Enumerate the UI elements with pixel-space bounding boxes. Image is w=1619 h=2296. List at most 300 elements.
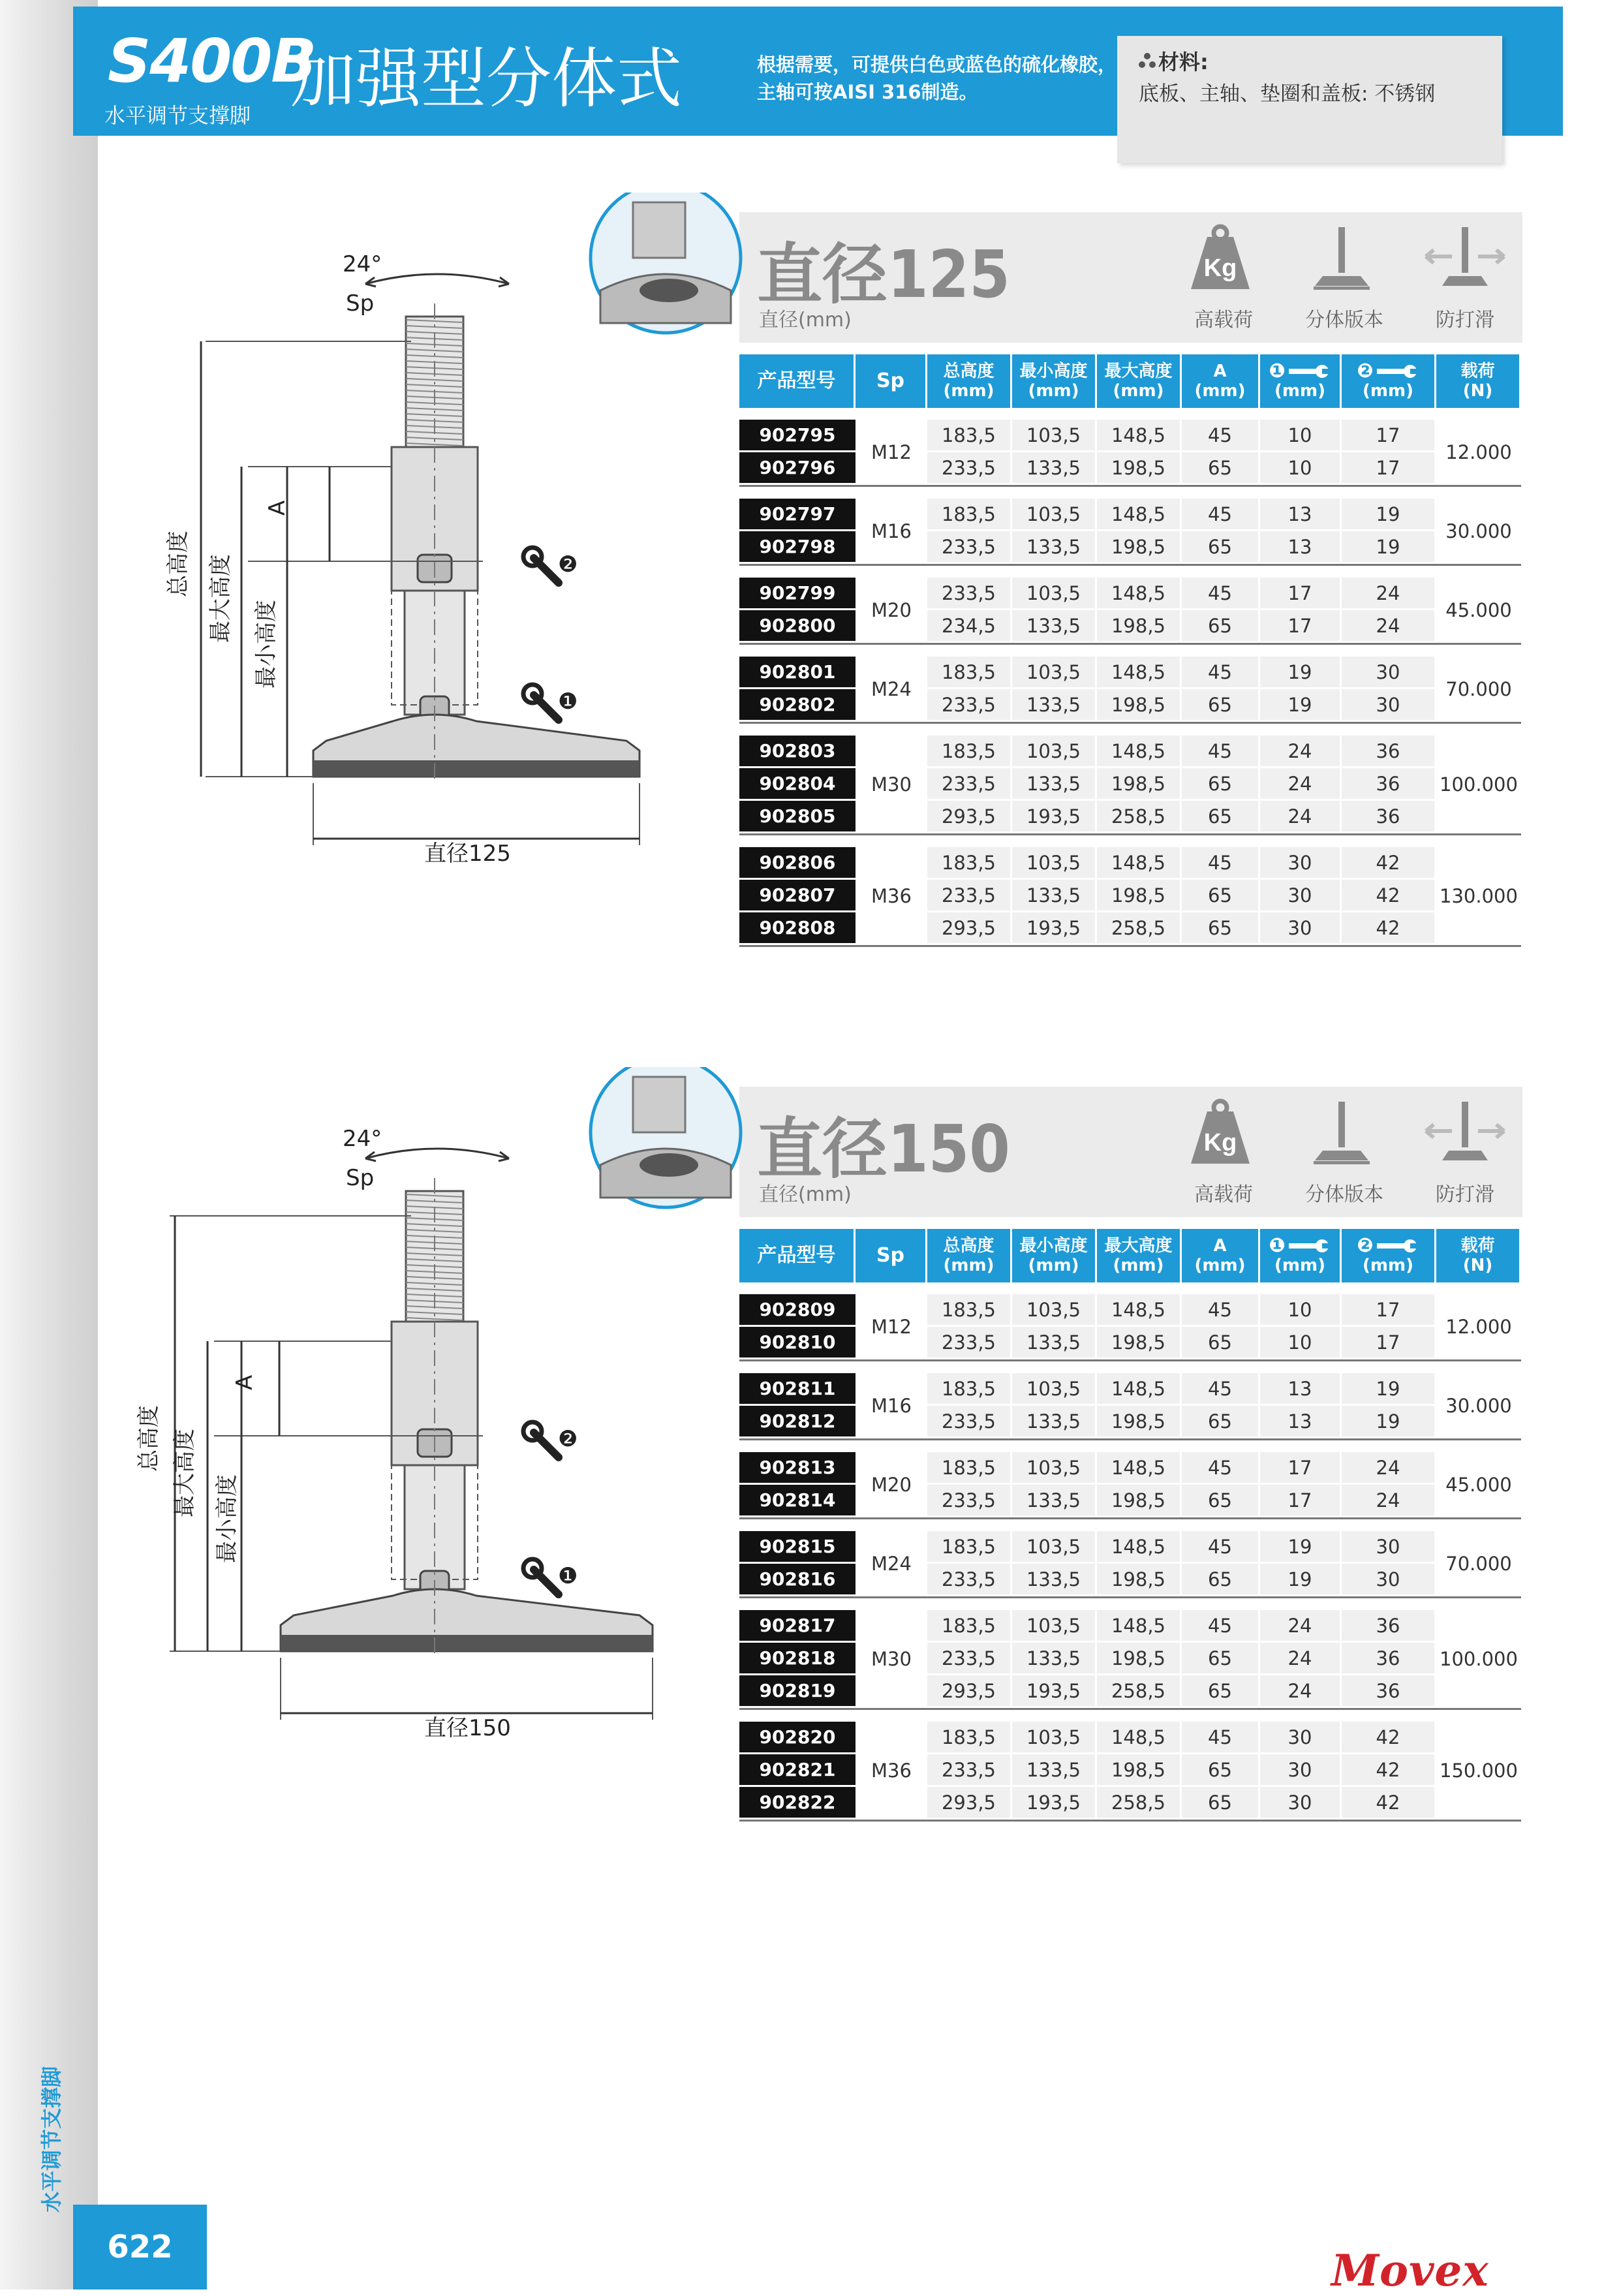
feature-label: 高载荷 bbox=[1194, 1183, 1253, 1206]
value-total: 183,5 bbox=[927, 499, 1012, 531]
value-w1: 10 bbox=[1260, 420, 1342, 452]
value-total: 183,5 bbox=[927, 1452, 1012, 1485]
value-w1: 10 bbox=[1260, 1327, 1342, 1359]
thread-size: M16 bbox=[856, 499, 927, 564]
value-a: 65 bbox=[1182, 1406, 1260, 1438]
value-a: 45 bbox=[1182, 657, 1260, 689]
value-w2: 42 bbox=[1342, 912, 1436, 945]
drawing-sp: Sp bbox=[346, 1165, 375, 1191]
value-max: 258,5 bbox=[1097, 1787, 1182, 1820]
value-min: 103,5 bbox=[1012, 578, 1097, 610]
value-min: 103,5 bbox=[1012, 499, 1097, 531]
value-w1: 13 bbox=[1260, 1373, 1342, 1406]
product-code: 902804 bbox=[739, 768, 856, 801]
value-total: 293,5 bbox=[927, 1787, 1012, 1820]
material-title: 材料: bbox=[1139, 46, 1209, 76]
value-a: 65 bbox=[1182, 531, 1260, 564]
section-title: 直径125 bbox=[757, 236, 1010, 313]
value-w1: 10 bbox=[1260, 1294, 1342, 1327]
value-total: 233,5 bbox=[927, 1406, 1012, 1438]
value-w2: 30 bbox=[1342, 689, 1436, 722]
value-max: 198,5 bbox=[1097, 1643, 1182, 1675]
value-a: 65 bbox=[1182, 880, 1260, 912]
value-min: 103,5 bbox=[1012, 1452, 1097, 1485]
table-row bbox=[739, 1452, 1521, 1485]
value-total: 293,5 bbox=[927, 1675, 1012, 1708]
value-total: 233,5 bbox=[927, 452, 1012, 485]
header-wrench1: ❶ (mm) bbox=[1260, 1229, 1342, 1282]
value-min: 103,5 bbox=[1012, 1722, 1097, 1754]
thread-size: M12 bbox=[856, 420, 927, 485]
product-code: 902815 bbox=[739, 1531, 856, 1564]
kg-text: Kg bbox=[1203, 1129, 1237, 1156]
header-load: 载荷 (N) bbox=[1436, 1229, 1521, 1282]
load-value: 70.000 bbox=[1436, 1531, 1521, 1596]
value-max: 198,5 bbox=[1097, 1754, 1182, 1787]
load-value: 130.000 bbox=[1436, 847, 1521, 945]
load-value: 30.000 bbox=[1436, 499, 1521, 564]
thread-size: M36 bbox=[856, 847, 927, 945]
value-a: 45 bbox=[1182, 847, 1260, 880]
feature-label: 防打滑 bbox=[1436, 1183, 1494, 1206]
wrench2-marker: ❷ bbox=[558, 551, 578, 578]
anti-slip-icon bbox=[1423, 224, 1507, 298]
product-code: 902811 bbox=[739, 1373, 856, 1406]
value-total: 183,5 bbox=[927, 1722, 1012, 1754]
value-max: 148,5 bbox=[1097, 1531, 1182, 1564]
value-w1: 19 bbox=[1260, 657, 1342, 689]
value-w1: 19 bbox=[1260, 689, 1342, 722]
value-w1: 19 bbox=[1260, 1564, 1342, 1596]
value-w2: 19 bbox=[1342, 531, 1436, 564]
value-total: 233,5 bbox=[927, 689, 1012, 722]
value-max: 258,5 bbox=[1097, 912, 1182, 945]
value-min: 133,5 bbox=[1012, 880, 1097, 912]
value-max: 198,5 bbox=[1097, 1406, 1182, 1438]
value-a: 45 bbox=[1182, 1452, 1260, 1485]
value-min: 193,5 bbox=[1012, 912, 1097, 945]
value-w2: 42 bbox=[1342, 1787, 1436, 1820]
technical-drawing bbox=[98, 1067, 783, 1798]
value-a: 65 bbox=[1182, 912, 1260, 945]
drawing-angle: 24° bbox=[343, 1126, 382, 1152]
model-code: S400B bbox=[108, 26, 316, 96]
value-a: 45 bbox=[1182, 1722, 1260, 1754]
wrench1-marker: ❶ bbox=[558, 1563, 578, 1589]
value-total: 234,5 bbox=[927, 610, 1012, 643]
value-w2: 24 bbox=[1342, 578, 1436, 610]
value-w2: 42 bbox=[1342, 1754, 1436, 1787]
header-sp: Sp bbox=[856, 354, 927, 408]
value-w2: 36 bbox=[1342, 1675, 1436, 1708]
product-code: 902807 bbox=[739, 880, 856, 912]
load-value: 45.000 bbox=[1436, 578, 1521, 643]
wrench1-marker: ❶ bbox=[558, 689, 578, 715]
value-w1: 10 bbox=[1260, 452, 1342, 485]
table-row bbox=[739, 420, 1521, 452]
section-subtitle: 直径(mm) bbox=[759, 309, 852, 332]
header-tab bbox=[1524, 7, 1563, 136]
value-total: 233,5 bbox=[927, 1754, 1012, 1787]
value-w2: 24 bbox=[1342, 610, 1436, 643]
value-total: 183,5 bbox=[927, 847, 1012, 880]
value-w1: 24 bbox=[1260, 801, 1342, 833]
section-subtitle: 直径(mm) bbox=[759, 1183, 852, 1206]
value-max: 148,5 bbox=[1097, 499, 1182, 531]
value-w2: 30 bbox=[1342, 1531, 1436, 1564]
wrench-icon: ❷ bbox=[1342, 362, 1434, 381]
thread-size: M20 bbox=[856, 1452, 927, 1517]
value-a: 45 bbox=[1182, 499, 1260, 531]
split-version-icon bbox=[1302, 1098, 1380, 1173]
value-a: 45 bbox=[1182, 420, 1260, 452]
value-total: 183,5 bbox=[927, 1294, 1012, 1327]
value-w2: 24 bbox=[1342, 1452, 1436, 1485]
side-category-label: 水平调节支撑脚 bbox=[39, 2066, 64, 2212]
value-min: 103,5 bbox=[1012, 736, 1097, 768]
thread-size: M24 bbox=[856, 1531, 927, 1596]
high-load-icon bbox=[1181, 224, 1259, 298]
product-code: 902809 bbox=[739, 1294, 856, 1327]
load-value: 100.000 bbox=[1436, 1610, 1521, 1708]
value-total: 233,5 bbox=[927, 880, 1012, 912]
table-row bbox=[739, 1722, 1521, 1754]
value-w1: 17 bbox=[1260, 610, 1342, 643]
product-code: 902813 bbox=[739, 1452, 856, 1485]
product-code: 902808 bbox=[739, 912, 856, 945]
value-min: 103,5 bbox=[1012, 420, 1097, 452]
value-total: 233,5 bbox=[927, 1485, 1012, 1517]
value-max: 198,5 bbox=[1097, 531, 1182, 564]
value-w2: 30 bbox=[1342, 657, 1436, 689]
product-code: 902805 bbox=[739, 801, 856, 833]
value-w2: 17 bbox=[1342, 1294, 1436, 1327]
thread-size: M16 bbox=[856, 1373, 927, 1438]
value-min: 103,5 bbox=[1012, 1294, 1097, 1327]
value-min: 133,5 bbox=[1012, 1643, 1097, 1675]
value-min: 133,5 bbox=[1012, 1564, 1097, 1596]
value-a: 65 bbox=[1182, 610, 1260, 643]
value-max: 198,5 bbox=[1097, 452, 1182, 485]
value-w1: 30 bbox=[1260, 1722, 1342, 1754]
thread-size: M24 bbox=[856, 657, 927, 722]
value-a: 65 bbox=[1182, 1787, 1260, 1820]
product-code: 902801 bbox=[739, 657, 856, 689]
value-total: 183,5 bbox=[927, 420, 1012, 452]
value-min: 133,5 bbox=[1012, 689, 1097, 722]
value-min: 193,5 bbox=[1012, 1787, 1097, 1820]
load-value: 70.000 bbox=[1436, 657, 1521, 722]
value-w2: 17 bbox=[1342, 420, 1436, 452]
value-w1: 30 bbox=[1260, 1787, 1342, 1820]
drawing-max-height: 最大高度 bbox=[208, 554, 234, 643]
product-code: 902821 bbox=[739, 1754, 856, 1787]
header-a: A (mm) bbox=[1182, 1229, 1260, 1282]
value-w1: 24 bbox=[1260, 768, 1342, 801]
value-a: 65 bbox=[1182, 1327, 1260, 1359]
feature-label: 防打滑 bbox=[1436, 309, 1494, 332]
table-row bbox=[739, 499, 1521, 531]
value-max: 148,5 bbox=[1097, 657, 1182, 689]
drawing-total-height: 总高度 bbox=[136, 1405, 162, 1472]
product-code: 902818 bbox=[739, 1643, 856, 1675]
value-max: 198,5 bbox=[1097, 689, 1182, 722]
value-min: 133,5 bbox=[1012, 610, 1097, 643]
value-a: 65 bbox=[1182, 1485, 1260, 1517]
value-max: 198,5 bbox=[1097, 1564, 1182, 1596]
value-w2: 36 bbox=[1342, 1610, 1436, 1643]
value-total: 233,5 bbox=[927, 1564, 1012, 1596]
value-total: 183,5 bbox=[927, 1373, 1012, 1406]
table-row bbox=[739, 847, 1521, 880]
load-value: 12.000 bbox=[1436, 420, 1521, 485]
value-w1: 30 bbox=[1260, 847, 1342, 880]
product-code: 902812 bbox=[739, 1406, 856, 1438]
thread-size: M20 bbox=[856, 578, 927, 643]
value-max: 148,5 bbox=[1097, 420, 1182, 452]
value-w2: 30 bbox=[1342, 1564, 1436, 1596]
value-min: 133,5 bbox=[1012, 768, 1097, 801]
value-w1: 30 bbox=[1260, 1754, 1342, 1787]
product-code: 902810 bbox=[739, 1327, 856, 1359]
value-total: 183,5 bbox=[927, 1610, 1012, 1643]
header-description: 根据需要，可提供白色或蓝色的硫化橡胶，主轴可按AISI 316制造。 bbox=[757, 54, 1117, 103]
header-code: 产品型号 bbox=[739, 354, 856, 408]
thread-size: M30 bbox=[856, 1610, 927, 1708]
value-max: 148,5 bbox=[1097, 1722, 1182, 1754]
value-total: 233,5 bbox=[927, 578, 1012, 610]
value-total: 293,5 bbox=[927, 801, 1012, 833]
drawing-a: A bbox=[232, 1374, 258, 1390]
value-a: 65 bbox=[1182, 1643, 1260, 1675]
section-title: 直径150 bbox=[757, 1110, 1010, 1187]
value-a: 65 bbox=[1182, 1564, 1260, 1596]
value-a: 45 bbox=[1182, 1610, 1260, 1643]
drawing-diameter: 直径150 bbox=[424, 1715, 511, 1741]
value-w1: 13 bbox=[1260, 1406, 1342, 1438]
value-max: 198,5 bbox=[1097, 1327, 1182, 1359]
value-max: 148,5 bbox=[1097, 736, 1182, 768]
value-a: 45 bbox=[1182, 1531, 1260, 1564]
value-w2: 36 bbox=[1342, 736, 1436, 768]
value-w1: 17 bbox=[1260, 1485, 1342, 1517]
header-total-height: 总高度 (mm) bbox=[927, 1229, 1012, 1282]
side-band bbox=[0, 0, 98, 2289]
value-w2: 36 bbox=[1342, 768, 1436, 801]
value-a: 65 bbox=[1182, 689, 1260, 722]
header-wrench2: ❷ (mm) bbox=[1342, 354, 1436, 408]
header-code: 产品型号 bbox=[739, 1229, 856, 1282]
value-min: 103,5 bbox=[1012, 847, 1097, 880]
product-code: 902816 bbox=[739, 1564, 856, 1596]
product-code: 902822 bbox=[739, 1787, 856, 1820]
value-max: 198,5 bbox=[1097, 1485, 1182, 1517]
value-min: 103,5 bbox=[1012, 1531, 1097, 1564]
value-w1: 30 bbox=[1260, 880, 1342, 912]
value-min: 193,5 bbox=[1012, 1675, 1097, 1708]
table-row bbox=[739, 1610, 1521, 1643]
split-version-icon bbox=[1302, 224, 1380, 298]
material-icon bbox=[1139, 50, 1158, 74]
feature-label: 高载荷 bbox=[1194, 309, 1253, 332]
value-w1: 17 bbox=[1260, 578, 1342, 610]
value-a: 65 bbox=[1182, 1675, 1260, 1708]
value-w2: 42 bbox=[1342, 880, 1436, 912]
feature-label: 分体版本 bbox=[1305, 1183, 1383, 1206]
value-w1: 24 bbox=[1260, 1675, 1342, 1708]
spec-table bbox=[739, 354, 1521, 947]
value-total: 233,5 bbox=[927, 1643, 1012, 1675]
material-text: 底板、主轴、垫圈和盖板: 不锈钢 bbox=[1139, 82, 1436, 106]
load-value: 30.000 bbox=[1436, 1373, 1521, 1438]
value-min: 103,5 bbox=[1012, 1610, 1097, 1643]
product-code: 902819 bbox=[739, 1675, 856, 1708]
value-max: 148,5 bbox=[1097, 847, 1182, 880]
product-code: 902800 bbox=[739, 610, 856, 643]
table-row bbox=[739, 736, 1521, 768]
value-max: 198,5 bbox=[1097, 610, 1182, 643]
value-w1: 24 bbox=[1260, 1610, 1342, 1643]
header-max-height: 最大高度 (mm) bbox=[1097, 1229, 1182, 1282]
value-min: 133,5 bbox=[1012, 1327, 1097, 1359]
value-total: 293,5 bbox=[927, 912, 1012, 945]
value-max: 258,5 bbox=[1097, 801, 1182, 833]
thread-size: M30 bbox=[856, 736, 927, 833]
value-w2: 19 bbox=[1342, 499, 1436, 531]
product-code: 902797 bbox=[739, 499, 856, 531]
value-w2: 42 bbox=[1342, 1722, 1436, 1754]
value-a: 65 bbox=[1182, 768, 1260, 801]
drawing-total-height: 总高度 bbox=[165, 531, 191, 597]
table-row bbox=[739, 578, 1521, 610]
spec-table bbox=[739, 1229, 1521, 1822]
product-code: 902803 bbox=[739, 736, 856, 768]
value-w2: 19 bbox=[1342, 1406, 1436, 1438]
wrench2-marker: ❷ bbox=[558, 1426, 578, 1452]
page-number: 622 bbox=[73, 2205, 207, 2289]
value-w1: 13 bbox=[1260, 499, 1342, 531]
drawing-min-height: 最小高度 bbox=[253, 600, 279, 689]
header-wrench2: ❷ (mm) bbox=[1342, 1229, 1436, 1282]
value-min: 133,5 bbox=[1012, 452, 1097, 485]
load-value: 12.000 bbox=[1436, 1294, 1521, 1359]
header-min-height: 最小高度 (mm) bbox=[1012, 1229, 1097, 1282]
drawing-a: A bbox=[264, 500, 290, 516]
product-code: 902802 bbox=[739, 689, 856, 722]
value-w2: 17 bbox=[1342, 452, 1436, 485]
anti-slip-icon bbox=[1423, 1098, 1507, 1173]
table-row bbox=[739, 1373, 1521, 1406]
value-max: 148,5 bbox=[1097, 1610, 1182, 1643]
load-value: 45.000 bbox=[1436, 1452, 1521, 1517]
value-min: 133,5 bbox=[1012, 1754, 1097, 1787]
wrench-icon: ❷ bbox=[1342, 1236, 1434, 1256]
value-total: 183,5 bbox=[927, 657, 1012, 689]
value-total: 233,5 bbox=[927, 768, 1012, 801]
value-a: 45 bbox=[1182, 578, 1260, 610]
drawing-max-height: 最大高度 bbox=[172, 1429, 198, 1517]
value-a: 65 bbox=[1182, 801, 1260, 833]
header-max-height: 最大高度 (mm) bbox=[1097, 354, 1182, 408]
product-code: 902798 bbox=[739, 531, 856, 564]
table-row bbox=[739, 657, 1521, 689]
model-subtitle: 水平调节支撑脚 bbox=[104, 103, 251, 128]
value-a: 45 bbox=[1182, 736, 1260, 768]
header-sp: Sp bbox=[856, 1229, 927, 1282]
value-max: 258,5 bbox=[1097, 1675, 1182, 1708]
value-w1: 13 bbox=[1260, 531, 1342, 564]
value-a: 65 bbox=[1182, 452, 1260, 485]
product-code: 902806 bbox=[739, 847, 856, 880]
value-max: 198,5 bbox=[1097, 768, 1182, 801]
value-w2: 19 bbox=[1342, 1373, 1436, 1406]
header-a: A (mm) bbox=[1182, 354, 1260, 408]
value-total: 233,5 bbox=[927, 1327, 1012, 1359]
header-wrench1: ❶ (mm) bbox=[1260, 354, 1342, 408]
load-value: 150.000 bbox=[1436, 1722, 1521, 1820]
value-total: 183,5 bbox=[927, 1531, 1012, 1564]
product-code: 902814 bbox=[739, 1485, 856, 1517]
wrench-icon: ❶ bbox=[1260, 1236, 1340, 1256]
load-value: 100.000 bbox=[1436, 736, 1521, 833]
drawing-sp: Sp bbox=[346, 290, 375, 317]
value-min: 133,5 bbox=[1012, 531, 1097, 564]
value-max: 148,5 bbox=[1097, 1373, 1182, 1406]
value-max: 198,5 bbox=[1097, 880, 1182, 912]
technical-drawing bbox=[98, 193, 783, 923]
table-row bbox=[739, 1531, 1521, 1564]
table-row bbox=[739, 1294, 1521, 1327]
value-min: 133,5 bbox=[1012, 1485, 1097, 1517]
thread-size: M36 bbox=[856, 1722, 927, 1820]
header-total-height: 总高度 (mm) bbox=[927, 354, 1012, 408]
value-w1: 19 bbox=[1260, 1531, 1342, 1564]
value-w2: 24 bbox=[1342, 1485, 1436, 1517]
value-min: 193,5 bbox=[1012, 801, 1097, 833]
value-w2: 36 bbox=[1342, 801, 1436, 833]
value-max: 148,5 bbox=[1097, 1294, 1182, 1327]
drawing-angle: 24° bbox=[343, 251, 382, 277]
value-w1: 24 bbox=[1260, 736, 1342, 768]
value-a: 45 bbox=[1182, 1373, 1260, 1406]
product-code: 902820 bbox=[739, 1722, 856, 1754]
value-min: 103,5 bbox=[1012, 657, 1097, 689]
drawing-diameter: 直径125 bbox=[424, 841, 511, 867]
value-min: 103,5 bbox=[1012, 1373, 1097, 1406]
high-load-icon bbox=[1181, 1098, 1259, 1173]
value-a: 45 bbox=[1182, 1294, 1260, 1327]
value-w2: 17 bbox=[1342, 1327, 1436, 1359]
value-total: 183,5 bbox=[927, 736, 1012, 768]
kg-text: Kg bbox=[1203, 255, 1237, 282]
product-code: 902799 bbox=[739, 578, 856, 610]
value-min: 133,5 bbox=[1012, 1406, 1097, 1438]
value-total: 233,5 bbox=[927, 531, 1012, 564]
product-code: 902795 bbox=[739, 420, 856, 452]
value-a: 65 bbox=[1182, 1754, 1260, 1787]
product-code: 902796 bbox=[739, 452, 856, 485]
product-code: 902817 bbox=[739, 1610, 856, 1643]
value-max: 148,5 bbox=[1097, 578, 1182, 610]
header-min-height: 最小高度 (mm) bbox=[1012, 354, 1097, 408]
drawing-min-height: 最小高度 bbox=[214, 1474, 240, 1563]
wrench-icon: ❶ bbox=[1260, 362, 1340, 381]
brand-logo: Movex bbox=[1331, 2245, 1489, 2296]
value-w1: 24 bbox=[1260, 1643, 1342, 1675]
value-w2: 42 bbox=[1342, 847, 1436, 880]
value-w1: 30 bbox=[1260, 912, 1342, 945]
value-max: 148,5 bbox=[1097, 1452, 1182, 1485]
